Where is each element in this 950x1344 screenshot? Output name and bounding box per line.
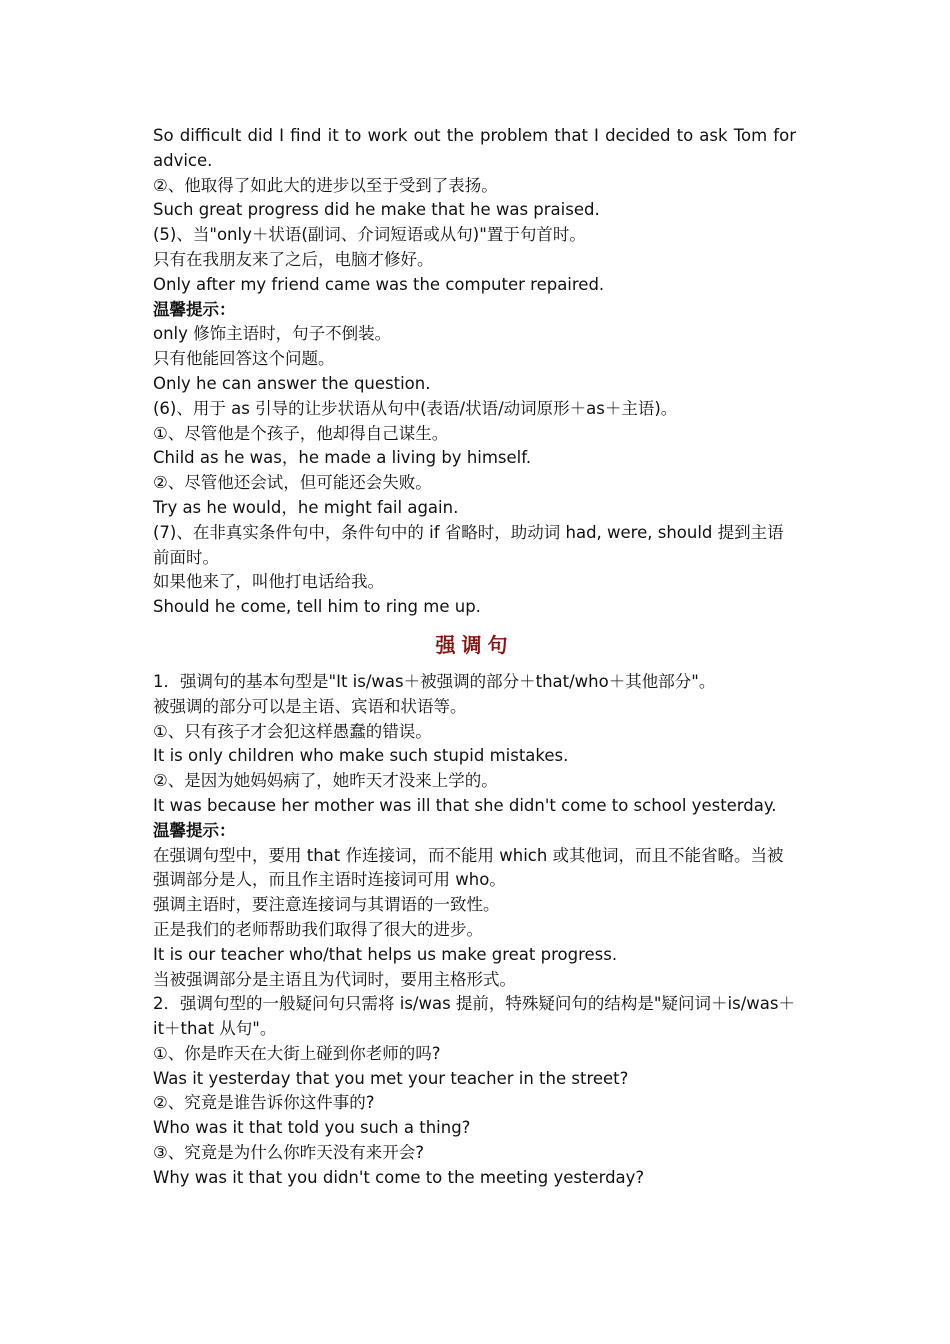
text-line: only 修饰主语时，句子不倒装。 (153, 324, 392, 344)
text-line: Why was it that you didn't come to the meeting yesterday? (153, 1167, 645, 1187)
text-line: ③、究竟是为什么你昨天没有来开会? (153, 1143, 425, 1163)
text-line: Only after my friend came was the computer repaired. (153, 274, 605, 294)
tip-heading: 温馨提示： (153, 820, 236, 840)
text-line: So difficult did I find it to work out the problem that I decided to ask Tom for advice. (153, 126, 796, 170)
text-line: (7)、在非真实条件句中，条件句中的 if 省略时，助动词 had, were, should 提到主语前面时。 (153, 522, 784, 567)
document-page (153, 124, 796, 1191)
text-line: 只有他能回答这个问题。 (153, 349, 335, 369)
text-line: 2．强调句型的一般疑问句只需将 is/was 提前，特殊疑问句的结构是"疑问词＋is/was＋it＋that 从句"。 (153, 994, 795, 1039)
text-line: Only he can answer the question. (153, 373, 431, 393)
text-line: ①、你是昨天在大街上碰到你老师的吗? (153, 1043, 441, 1063)
text-line: ①、尽管他是个孩子，他却得自己谋生。 (153, 423, 449, 443)
text-line: ②、是因为她妈妈病了，她昨天才没来上学的。 (153, 771, 498, 791)
text-line: 正是我们的老师帮助我们取得了很大的进步。 (153, 919, 483, 939)
text-line: Child as he was，he made a living by himself. (153, 448, 532, 468)
text-line: ①、只有孩子才会犯这样愚蠢的错误。 (153, 721, 432, 741)
text-line: Was it yesterday that you met your teacher in the street? (153, 1068, 629, 1088)
text-line: 如果他来了，叫他打电话给我。 (153, 572, 384, 592)
text-line: Who was it that told you such a thing? (153, 1118, 471, 1138)
text-line: 1．强调句的基本句型是"It is/was＋被强调的部分＋that/who＋其他部分"。 (153, 671, 716, 691)
text-line: Such great progress did he make that he was praised. (153, 200, 600, 220)
text-line: (6)、用于 as 引导的让步状语从句中(表语/状语/动词原形＋as＋主语)。 (153, 398, 678, 418)
text-line: 强调主语时，要注意连接词与其谓语的一致性。 (153, 895, 500, 915)
text-line: It is our teacher who/that helps us make great progress. (153, 944, 618, 964)
tip-heading: 温馨提示： (153, 299, 236, 319)
text-line: 被强调的部分可以是主语、宾语和状语等。 (153, 696, 467, 716)
text-line: ②、尽管他还会试，但可能还会失败。 (153, 473, 432, 493)
text-line: 在强调句型中，要用 that 作连接词，而不能用 which 或其他词，而且不能省略。当被强调部分是人，而且作主语时连接词可用 who。 (153, 845, 784, 890)
text-line: ②、究竟是谁告诉你这件事的? (153, 1093, 375, 1113)
text-line: 只有在我朋友来了之后，电脑才修好。 (153, 249, 434, 269)
text-line: Should he come, tell him to ring me up. (153, 597, 481, 617)
text-line: It is only children who make such stupid mistakes. (153, 746, 569, 766)
text-line: 当被强调部分是主语且为代词时，要用主格形式。 (153, 969, 516, 989)
text-line: (5)、当"only＋状语(副词、介词短语或从句)"置于句首时。 (153, 225, 586, 245)
text-line: It was because her mother was ill that she didn't come to school yesterday. (153, 795, 777, 815)
text-line: ②、他取得了如此大的进步以至于受到了表扬。 (153, 175, 498, 195)
section-title: 强调句 (435, 632, 514, 657)
text-line: Try as he would，he might fail again. (153, 497, 459, 517)
